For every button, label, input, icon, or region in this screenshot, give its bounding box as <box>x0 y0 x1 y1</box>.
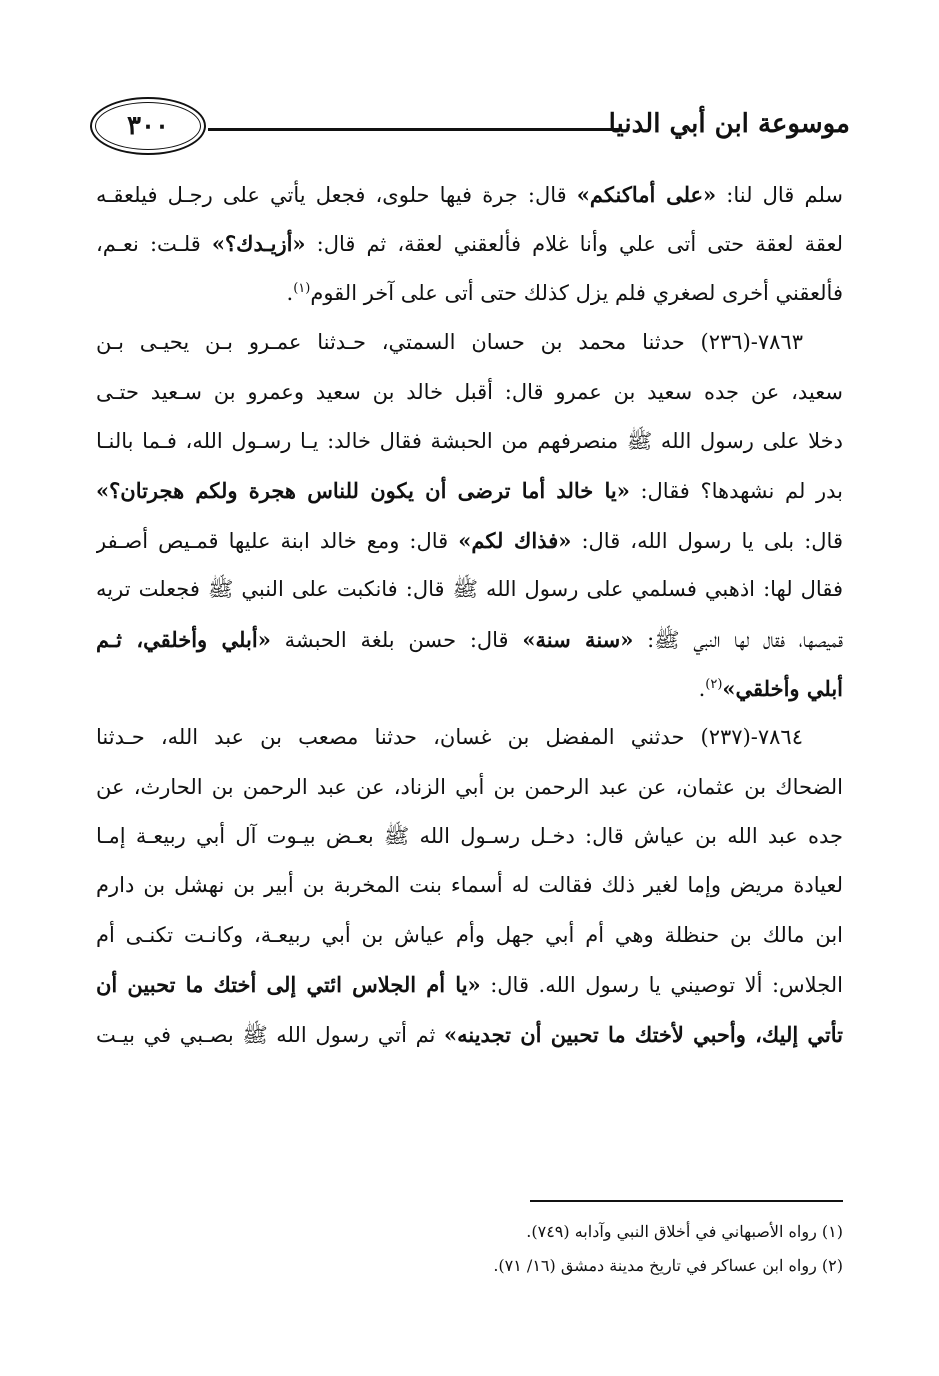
text-span: قال: جرة فيها حلوى، فجعل يأتي على رجـل فيلعقـه <box>96 183 577 207</box>
quote-bold: «سنة سنة» <box>522 626 634 652</box>
text-line <box>96 516 843 565</box>
text-span: لعقة لعقة حتى أتى علي وأنا غلام فألعقني لعقة، ثم قال: <box>305 232 843 257</box>
page-number: ٣٠٠ <box>127 111 169 141</box>
quote-bold: أبلي وأخلقي» <box>722 675 843 701</box>
text-line: سعيد، عن جده سعيد بن عمرو قال: أقبل خالد بن سعيد وعمرو بن سـعيد حتـى <box>96 379 843 404</box>
text-line <box>96 269 843 318</box>
text-line: دخلا على رسول الله ﷺ منصرفهم من الحبشة فقال خالد: يـا رسـول الله، فـما بالنـا <box>96 428 843 453</box>
footnote-rule <box>530 1200 843 1202</box>
text-line <box>96 219 843 268</box>
text-line <box>96 466 843 515</box>
text-line <box>96 960 843 1009</box>
text-span: قال: حسن بلغة الحبشة <box>270 627 523 652</box>
text-span: ثم أتي رسول الله ﷺ بصـبي في بيـت <box>96 1022 444 1047</box>
quote-bold: «فذاك لكم» <box>458 527 572 553</box>
text-span: سلم قال لنا: <box>716 183 843 207</box>
page-header <box>90 95 850 165</box>
quote-bold: «أبلي وأخلقي، ثـم <box>96 626 271 652</box>
text-line: فقال لها: اذهبي فسلمي على رسول الله ﷺ قال: فانكبت على النبي ﷺ فجعلت تريه <box>96 577 843 602</box>
footnote: (٢) رواه ابن عساكر في تاريخ مدينة دمشق (١٦/ ٧١). <box>493 1256 843 1275</box>
footnote-ref: (١) <box>293 280 311 296</box>
text-span: فألعقني أخرى لصغري فلم يزل كذلك حتى أتى على آخر القوم <box>310 280 843 305</box>
text-span: قال: بلى يا رسول الله، قال: <box>571 528 843 553</box>
text-span: قلـت: نعـم، <box>96 232 212 257</box>
text-span: بدر لم نشهدها؟ فقال: <box>629 479 843 504</box>
text-line <box>96 615 843 664</box>
footnotes <box>96 1215 843 1283</box>
text-line: جده عبد الله بن عياش قال: دخـل رسـول الله ﷺ بعـض بيـوت آل أبي ربيعـة إمـا <box>96 824 843 849</box>
page-number-badge <box>90 97 206 155</box>
text-line: ابن مالك بن حنظلة وهي أم أبي جهل وأم عياش بن أبي ربيعـة، وكانـت تكنـى أم <box>96 922 843 947</box>
hadith-header-line: ٧٨٦٤-(٢٣٧) حدثني المفضل بن غسان، حدثنا مصعب بن عبد الله، حـدثنا <box>96 725 803 750</box>
header-rule <box>208 128 620 131</box>
text-span: . <box>698 676 706 701</box>
quote-bold: «على أماكنكم» <box>576 182 717 207</box>
text-span: الجلاس: ألا توصيني يا رسول الله. قال: <box>480 973 843 998</box>
text-line: الضحاك بن عثمان، عن عبد الرحمن بن أبي الزناد، عن عبد الرحمن بن الحارث، عن <box>96 774 843 799</box>
text-line: لعيادة مريض وإما لغير ذلك فقالت له أسماء بنت المخربة بن أبير بن نهشل بن دارم <box>96 873 843 898</box>
footnote: (١) رواه الأصبهاني في أخلاق النبي وآدابه (٧٤٩). <box>526 1222 843 1241</box>
quote-bold: «يا أم الجلاس ائتي إلى أختك ما تحبين أن <box>96 972 481 998</box>
hadith-header-line: ٧٨٦٣-(٢٣٦) حدثنا محمد بن حسان السمتي، حـدثنا عمـرو بـن يحيـى بـن <box>96 330 803 355</box>
text-line <box>96 664 843 713</box>
text-span: قميصها، فقال لها النبي ﷺ: <box>633 627 843 652</box>
text-span: قال: ومع خالد ابنة عليها قمـيص أصـفر <box>96 528 459 553</box>
book-title: موسوعة ابن أبي الدنيا <box>608 109 850 139</box>
quote-bold: «أزيـدك؟» <box>211 231 306 257</box>
quote-bold: «يا خالد أما ترضى أن يكون للناس هجرة ولكم هجرتان؟» <box>96 478 630 504</box>
text-span: . <box>286 280 294 305</box>
footnote-ref: (٢) <box>705 676 723 692</box>
text-line <box>96 1010 843 1059</box>
main-text <box>96 170 843 1059</box>
text-line <box>96 170 843 219</box>
quote-bold: تأتي إليك، وأحبي لأختك ما تحبين أن تجدينه» <box>443 1021 843 1047</box>
